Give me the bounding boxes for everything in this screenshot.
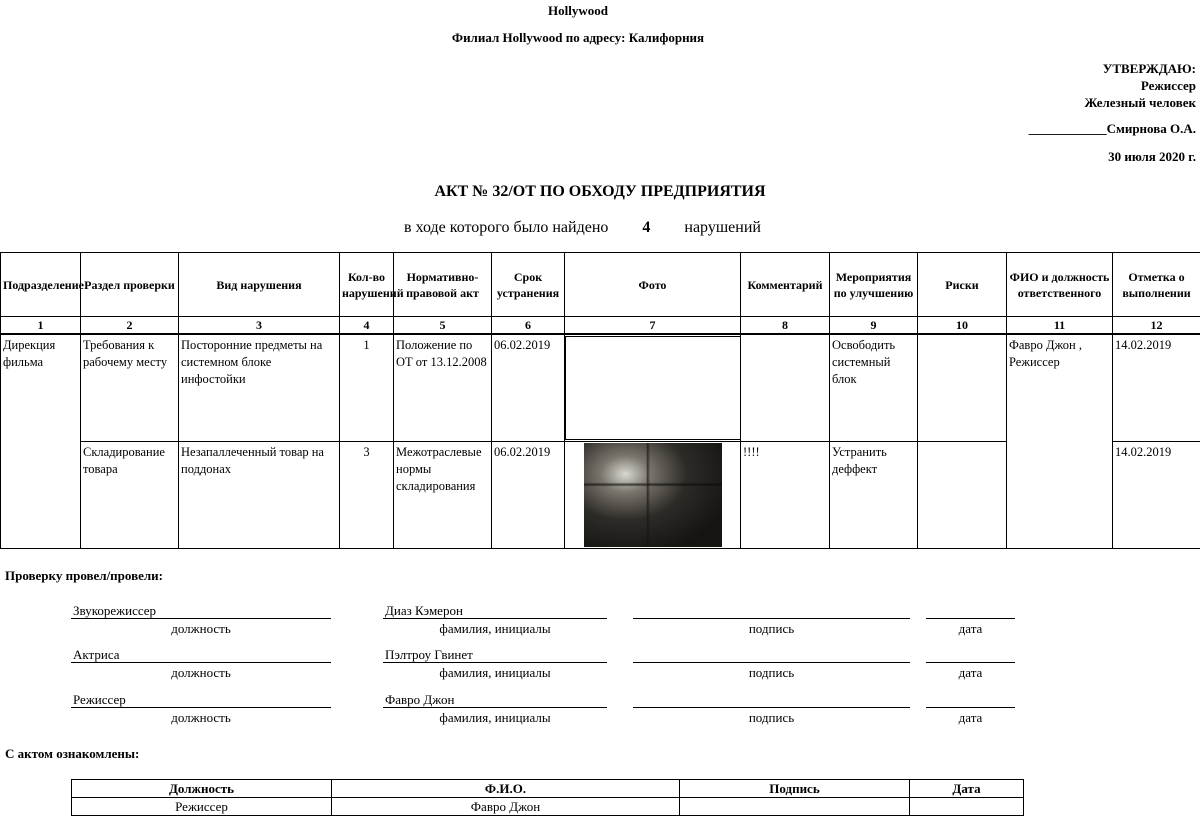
act-cell: Межотраслевые нормы складирования xyxy=(394,441,492,548)
table-row xyxy=(72,798,1024,816)
ack-signature xyxy=(680,798,910,816)
subtitle-suffix: нарушений xyxy=(684,219,761,236)
act-subtitle xyxy=(0,219,1165,237)
inspector-position: Звукорежиссер xyxy=(71,602,331,619)
comment-cell xyxy=(741,334,830,441)
measures-cell: Освободить системный блок xyxy=(830,334,918,441)
approve-label: УТВЕРЖДАЮ: xyxy=(1085,60,1196,77)
table-row xyxy=(1,334,1200,441)
col-header: Дата xyxy=(910,780,1024,798)
inspector-position: Режиссер xyxy=(71,691,331,708)
col-number: 7 xyxy=(565,317,741,335)
section-cell: Требования к рабочему месту xyxy=(81,334,179,441)
inspector-name: Пэлтроу Гвинет xyxy=(383,646,607,663)
col-number: 2 xyxy=(81,317,179,335)
risks-cell xyxy=(918,334,1007,441)
position-caption: должность xyxy=(71,665,331,681)
approval-block xyxy=(1085,60,1196,111)
inspector-date-line xyxy=(926,602,1015,619)
measures-cell: Устранить деффект xyxy=(830,441,918,548)
col-header: ФИО и должность ответственного xyxy=(1007,253,1113,317)
ack-name: Фавро Джон xyxy=(332,798,680,816)
col-header: Вид нарушения xyxy=(179,253,340,317)
ack-date xyxy=(910,798,1024,816)
acknowledged-table xyxy=(71,779,1024,816)
ack-position: Режиссер xyxy=(72,798,332,816)
col-header: Ф.И.О. xyxy=(332,780,680,798)
col-number: 12 xyxy=(1113,317,1200,335)
col-number: 4 xyxy=(340,317,394,335)
violations-table xyxy=(0,252,1200,549)
col-header: Подразделение xyxy=(1,253,81,317)
col-number: 8 xyxy=(741,317,830,335)
approver-company: Железный человек xyxy=(1085,94,1196,111)
deadline-cell: 06.02.2019 xyxy=(492,441,565,548)
acknowledged-label: С актом ознакомлены: xyxy=(5,746,139,762)
col-number: 10 xyxy=(918,317,1007,335)
violation-cell: Посторонние предметы на системном блоке инфостойки xyxy=(179,334,340,441)
comment-cell: !!!! xyxy=(741,441,830,548)
inspector-date-line xyxy=(926,691,1015,708)
col-number: 3 xyxy=(179,317,340,335)
col-header: Нормативно-правовой акт xyxy=(394,253,492,317)
date-caption: дата xyxy=(926,621,1015,637)
approver-position: Режиссер xyxy=(1085,77,1196,94)
done-cell: 14.02.2019 xyxy=(1113,441,1200,548)
col-number: 6 xyxy=(492,317,565,335)
name-caption: фамилия, инициалы xyxy=(383,621,607,637)
done-cell: 14.02.2019 xyxy=(1113,334,1200,441)
col-header: Фото xyxy=(565,253,741,317)
col-header: Отметка о выполнении xyxy=(1113,253,1200,317)
col-number: 5 xyxy=(394,317,492,335)
subtitle-prefix: в ходе которого было найдено xyxy=(404,219,608,236)
deadline-cell: 06.02.2019 xyxy=(492,334,565,441)
inspector-signature-line xyxy=(633,691,910,708)
photo-cell xyxy=(565,334,741,441)
column-number-row xyxy=(1,317,1200,335)
branch-address: Филиал Hollywood по адресу: Калифорния xyxy=(0,30,1156,46)
violation-cell: Незапаллеченный товар на поддонах xyxy=(179,441,340,548)
col-header: Должность xyxy=(72,780,332,798)
inspector-position: Актриса xyxy=(71,646,331,663)
col-header: Срок устранения xyxy=(492,253,565,317)
table-header-row xyxy=(1,253,1200,317)
signature-caption: подпись xyxy=(633,621,910,637)
risks-cell xyxy=(918,441,1007,548)
inspector-name: Диаз Кэмерон xyxy=(383,602,607,619)
col-number: 9 xyxy=(830,317,918,335)
name-caption: фамилия, инициалы xyxy=(383,710,607,726)
signature-caption: подпись xyxy=(633,665,910,681)
photo-cell xyxy=(565,441,741,548)
violation-photo[interactable] xyxy=(584,443,722,547)
approve-date: 30 июля 2020 г. xyxy=(1108,149,1196,165)
section-cell: Складирование товара xyxy=(81,441,179,548)
inspector-signature-line xyxy=(633,602,910,619)
inspector-name: Фавро Джон xyxy=(383,691,607,708)
col-header: Подпись xyxy=(680,780,910,798)
col-number: 1 xyxy=(1,317,81,335)
violations-count: 4 xyxy=(608,219,684,237)
position-caption: должность xyxy=(71,710,331,726)
organization-name: Hollywood xyxy=(0,3,1156,19)
col-number: 11 xyxy=(1007,317,1113,335)
col-header: Раздел проверки xyxy=(81,253,179,317)
ack-header-row xyxy=(72,780,1024,798)
count-cell: 3 xyxy=(340,441,394,548)
name-caption: фамилия, инициалы xyxy=(383,665,607,681)
act-cell: Положение по ОТ от 13.12.2008 xyxy=(394,334,492,441)
signature-caption: подпись xyxy=(633,710,910,726)
position-caption: должность xyxy=(71,621,331,637)
department-cell: Дирекция фильма xyxy=(1,334,81,548)
col-header: Мероприятия по улучшению xyxy=(830,253,918,317)
col-header: Кол-во нарушений xyxy=(340,253,394,317)
inspection-label: Проверку провел/провели: xyxy=(5,568,163,584)
col-header: Риски xyxy=(918,253,1007,317)
inspector-date-line xyxy=(926,646,1015,663)
col-header: Комментарий xyxy=(741,253,830,317)
photo-placeholder xyxy=(565,336,741,440)
date-caption: дата xyxy=(926,665,1015,681)
date-caption: дата xyxy=(926,710,1015,726)
inspector-signature-line xyxy=(633,646,910,663)
count-cell: 1 xyxy=(340,334,394,441)
approver-signature: ____________Смирнова О.А. xyxy=(1029,121,1196,137)
responsible-cell: Фавро Джон , Режиссер xyxy=(1007,334,1113,548)
act-title: АКТ № 32/ОТ ПО ОБХОДУ ПРЕДПРИЯТИЯ xyxy=(0,183,1200,201)
